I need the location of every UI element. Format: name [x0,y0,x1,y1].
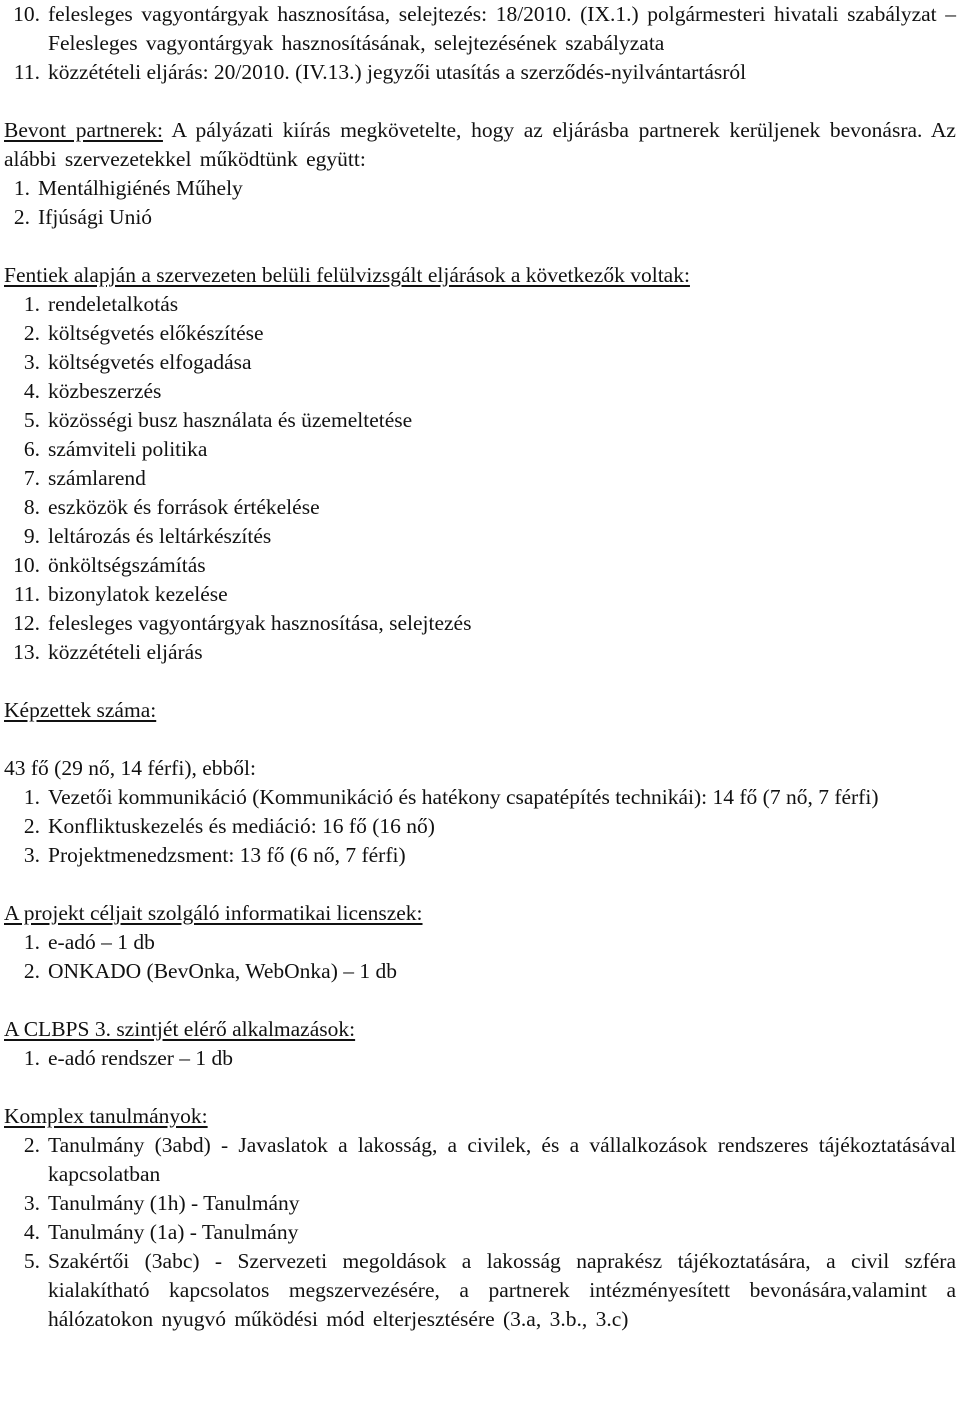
list-number: 1. [23,1046,40,1070]
list-item [4,0,956,58]
procedures-list [4,290,956,667]
list-text: számlarend [48,466,146,490]
list-number: 12. [13,611,40,635]
list-number: 4. [23,1220,40,1244]
list-number: 2. [23,321,40,345]
list-text: ONKADO (BevOnka, WebOnka) – 1 db [48,959,397,983]
trained-summary: 43 fő (29 nő, 14 férfi), ebből: [4,756,256,780]
list-item [4,783,956,812]
list-text: leltározás és leltárkészítés [48,524,272,548]
list-item [4,377,956,406]
list-item [4,464,956,493]
list-item [4,1218,956,1247]
list-number: 8. [23,495,40,519]
list-number: 3. [23,1191,40,1215]
list-item [4,638,956,667]
partners-heading: Bevont partnerek: [4,118,163,142]
list-text: Tanulmány (3abd) - Javaslatok a lakosság, a civilek, és a vállalkozások rendszeres tájékoztatásával kapcsolatban [48,1133,956,1186]
list-item [4,928,956,957]
list-number: 3. [23,350,40,374]
list-item [4,406,956,435]
list-number: 1. [23,292,40,316]
list-item [4,1247,956,1334]
list-item [4,957,956,986]
list-number: 10. [13,2,40,26]
list-item [4,841,956,870]
list-text: rendeletalkotás [48,292,179,316]
list-number: 3. [23,843,40,867]
list-number: 11. [13,60,40,84]
trained-heading: Képzettek száma: [4,698,157,722]
partners-paragraph [4,116,956,174]
list-item [4,319,956,348]
list-number: 6. [23,437,40,461]
list-item [4,58,956,87]
list-item [4,551,956,580]
list-number: 1. [13,176,30,200]
list-item [4,348,956,377]
list-text: Projektmenedzsment: 13 fő (6 nő, 7 férfi) [48,843,406,867]
partners-intro: A pályázati kiírás megkövetelte, hogy az eljárásba partnerek kerüljenek bevonásra. Az alábbi szervezetekkel működtünk együtt: [4,118,956,171]
list-item [4,290,956,319]
list-text: önköltségszámítás [48,553,206,577]
list-text: bizonylatok kezelése [48,582,228,606]
list-number: 2. [23,1133,40,1157]
list-number: 1. [23,930,40,954]
licenses-heading: A projekt céljait szolgáló informatikai licenszek: [4,901,423,925]
list-number: 2. [23,814,40,838]
list-item [4,435,956,464]
list-text: közbeszerzés [48,379,162,403]
list-text: Tanulmány (1h) - Tanulmány [48,1191,300,1215]
list-text: Vezetői kommunikáció (Kommunikáció és hatékony csapatépítés technikái): 14 fő (7 nő, 7 férfi) [48,785,879,809]
list-item [4,609,956,638]
list-text: felesleges vagyontárgyak hasznosítása, selejtezés: 18/2010. (IX.1.) polgármesteri hivatali szabályzat – Felesleges vagyontárgyak hasznosításának, selejtezésének szabályzata [48,2,956,55]
list-text: e-adó – 1 db [48,930,155,954]
list-number: 4. [23,379,40,403]
list-text: költségvetés előkészítése [48,321,264,345]
list-text: eszközök és források értékelése [48,495,320,519]
list-text: e-adó rendszer – 1 db [48,1046,234,1070]
list-text: költségvetés elfogadása [48,350,252,374]
list-item [4,812,956,841]
list-text: Konfliktuskezelés és mediáció: 16 fő (16 nő) [48,814,435,838]
list-item [4,1044,956,1073]
list-text: közzétételi eljárás [48,640,203,664]
list-number: 11. [13,582,40,606]
list-text: felesleges vagyontárgyak hasznosítása, selejtezés [48,611,472,635]
list-text: Tanulmány (1a) - Tanulmány [48,1220,299,1244]
list-number: 5. [23,408,40,432]
procedures-heading: Fentiek alapján a szervezeten belüli felülvizsgált eljárások a következők voltak: [4,263,690,287]
list-item [4,522,956,551]
list-number: 7. [23,466,40,490]
list-text: számviteli politika [48,437,208,461]
list-number: 2. [23,959,40,983]
list-item [4,580,956,609]
list-item [4,493,956,522]
list-number: 1. [23,785,40,809]
list-number: 9. [23,524,40,548]
list-text: közösségi busz használata és üzemeltetése [48,408,413,432]
list-number: 10. [13,553,40,577]
list-text: Szakértői (3abc) - Szervezeti megoldások a lakosság naprakész tájékoztatására, a civil szféra kialakítható kapcsolatos megszervezésére, a partnerek intézményesített bevonására,valamint a hálózatokon nyugvó működési mód elterjesztésére (3.a, 3.b., 3.c) [48,1249,956,1331]
clbps-heading: A CLBPS 3. szintjét elérő alkalmazások: [4,1017,356,1041]
list-number: 13. [13,640,40,664]
list-number: 5. [23,1249,40,1273]
list-text: Ifjúsági Unió [38,205,153,229]
list-number: 2. [13,205,30,229]
list-item [4,1189,956,1218]
list-text: Mentálhigiénés Műhely [38,176,243,200]
list-item [4,203,956,232]
list-text: közzétételi eljárás: 20/2010. (IV.13.) jegyzői utasítás a szerződés-nyilvántartásról [48,60,747,84]
studies-heading: Komplex tanulmányok: [4,1104,208,1128]
list-item [4,174,956,203]
list-item [4,1131,956,1189]
